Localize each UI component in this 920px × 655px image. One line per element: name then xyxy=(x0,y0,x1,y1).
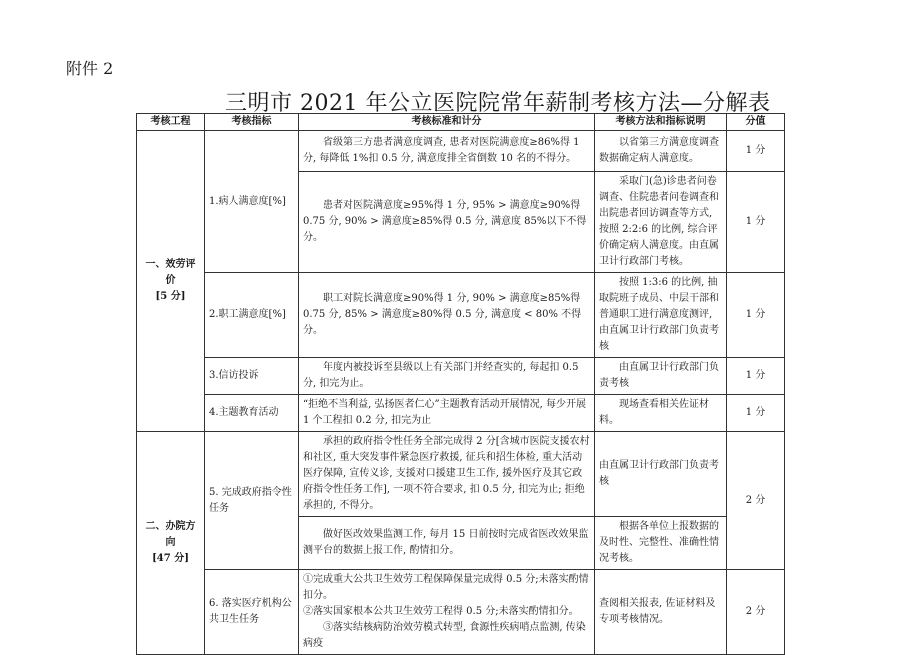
header-method: 考核方法和指标说明 xyxy=(595,114,727,131)
score-cell: 2 分 xyxy=(727,432,785,570)
method-cell: 查阅相关报表, 佐证材料及专项考核情况。 xyxy=(595,570,727,655)
standard-cell: 年度内被投诉至县级以上有关部门并经查实的, 每起扣 0.5 分, 扣完为止。 xyxy=(299,358,595,395)
indicator-cell: 3.信访投诉 xyxy=(205,358,299,395)
standard-cell: 职工对院长满意度≥90%得 1 分, 90% > 满意度≥85%得 0.75 分, 85% > 满意度≥80%得 0.5 分, 满意度 < 80% 不得分。 xyxy=(299,273,595,358)
category-school-direction xyxy=(137,432,205,655)
header-standard: 考核标准和计分 xyxy=(299,114,595,131)
table-row xyxy=(137,432,785,517)
method-cell: 由直属卫计行政部门负责考核 xyxy=(595,432,727,517)
score-cell: 2 分 xyxy=(727,570,785,655)
standard-cell: 省级第三方患者满意度调查, 患者对医院满意度≥86%得 1 分, 每降低 1%扣 0.5 分, 满意度排全省倒数 10 名的不得分。 xyxy=(299,131,595,172)
category-score: [5 分] xyxy=(155,291,186,302)
method-cell: 采取门(急)诊患者问卷调查、住院患者问卷调查和出院患者回访调查等方式, 按照 2:2:6 的比例, 综合评价确定病人满意度。由直属卫计行政部门考核。 xyxy=(595,172,727,273)
method-cell: 根据各单位上报数据的及时性、完整性、准确性情况考核。 xyxy=(595,517,727,570)
method-cell: 现场查看相关佐证材料。 xyxy=(595,395,727,432)
standard-cell: 承担的政府指令性任务全部完成得 2 分[含城市医院支援农村和社区, 重大突发事件紧急医疗救援, 征兵和招生体检, 重大活动医疗保障, 宣传义诊, 支援对口援建卫生工作, 援外医疗及其它政府指令性任务工作], 一项不符合要求, 扣 0.5 分, 扣完为止; 拒绝承担的, 不得分。 xyxy=(299,432,595,517)
standard-cell: 做好医改效果监测工作, 每月 15 日前按时完成省医改效果监测平台的数据上报工作, 酌情扣分。 xyxy=(299,517,595,570)
score-cell: 1 分 xyxy=(727,395,785,432)
category-name: 一、效劳评价 xyxy=(145,259,196,286)
list-item: ①完成重大公共卫生效劳工程保障保量完成得 0.5 分;未落实酌情扣分。 xyxy=(303,574,589,601)
indicator-cell: 4.主题教育活动 xyxy=(205,395,299,432)
header-project: 考核工程 xyxy=(137,114,205,131)
score-cell: 1 分 xyxy=(727,172,785,273)
list-item: ②落实国家根本公共卫生效劳工程得 0.5 分;未落实酌情扣分。 xyxy=(303,606,579,617)
indicator-cell: 1.病人满意度[%] xyxy=(205,131,299,273)
method-cell: 由直属卫计行政部门负责考核 xyxy=(595,358,727,395)
table-row xyxy=(137,358,785,395)
indicator-cell: 6. 落实医疗机构公共卫生任务 xyxy=(205,570,299,655)
document-title: 三明市 2021 年公立医院院常年薪制考核方法—分解表 xyxy=(225,91,771,116)
table-row xyxy=(137,131,785,172)
table-row xyxy=(137,570,785,655)
score-cell: 1 分 xyxy=(727,358,785,395)
table-header-row xyxy=(137,114,785,131)
header-score: 分值 xyxy=(727,114,785,131)
score-cell: 1 分 xyxy=(727,273,785,358)
assessment-table xyxy=(136,113,785,655)
attachment-label: 附件 2 xyxy=(66,59,114,78)
category-score: [47 分] xyxy=(152,553,189,564)
category-service-evaluation xyxy=(137,131,205,432)
indicator-cell: 2.职工满意度[%] xyxy=(205,273,299,358)
category-name: 二、办院方向 xyxy=(145,521,196,548)
indicator-cell: 5. 完成政府指令性任务 xyxy=(205,432,299,570)
method-cell: 按照 1:3:6 的比例, 抽取院班子成员、中层干部和普通职工进行满意度测评, 由直属卫计行政部门负责考核 xyxy=(595,273,727,358)
table-row xyxy=(137,273,785,358)
standard-cell xyxy=(299,570,595,655)
list-item: ③落实结核病防治效劳模式转型, 食源性疾病哨点监测, 传染病疫 xyxy=(303,622,586,649)
table-row xyxy=(137,395,785,432)
score-cell: 1 分 xyxy=(727,131,785,172)
header-indicator: 考核指标 xyxy=(205,114,299,131)
standard-cell: “拒绝不当利益, 弘扬医者仁心”主题教育活动开展情况, 每少开展 1 个工程扣 0.2 分, 扣完为止 xyxy=(299,395,595,432)
standard-cell: 患者对医院满意度≥95%得 1 分, 95% > 满意度≥90%得 0.75 分, 90% > 满意度≥85%得 0.5 分, 满意度 85%以下不得分。 xyxy=(299,172,595,273)
method-cell: 以省第三方满意度调查数据确定病人满意度。 xyxy=(595,131,727,172)
